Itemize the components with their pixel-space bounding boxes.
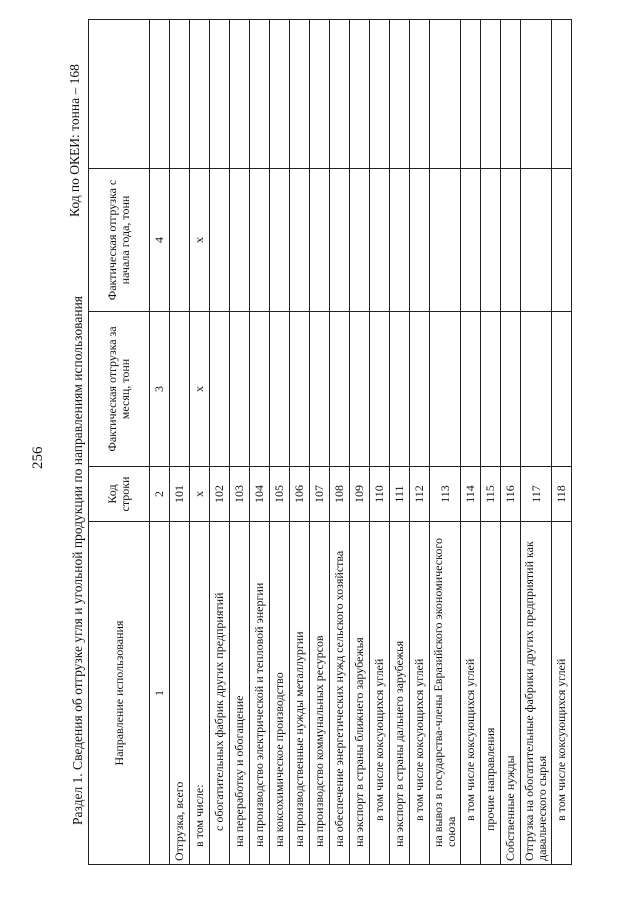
row-code: 101 [170, 467, 190, 522]
table-row [501, 20, 521, 865]
row-extra-cell [501, 20, 521, 169]
col-number-4: 4 [150, 169, 170, 312]
table-row [390, 20, 410, 865]
row-code: 104 [250, 467, 270, 522]
row-label: на коксохимическое производство [270, 522, 290, 865]
row-label: в том числе: [190, 522, 210, 865]
row-extra-cell [481, 20, 501, 169]
row-code: 112 [410, 467, 430, 522]
row-label: на вывоз в государства-члены Евразийского экономического союза [430, 522, 461, 865]
table-row [290, 20, 310, 865]
row-month-value [290, 312, 310, 467]
table-row [410, 20, 430, 865]
table-row [350, 20, 370, 865]
row-ytd-value [330, 169, 350, 312]
table-header-row [89, 20, 150, 865]
row-label: Отгрузка на обогатительные фабрики других предприятий как давальческого сырья [521, 522, 552, 865]
row-code: 106 [290, 467, 310, 522]
row-ytd-value [501, 169, 521, 312]
row-label: в том числе коксующихся углей [370, 522, 390, 865]
row-ytd-value [270, 169, 290, 312]
col-number-1: 1 [150, 522, 170, 865]
row-month-value [230, 312, 250, 467]
row-ytd-value [370, 169, 390, 312]
row-month-value [310, 312, 330, 467]
row-code: 113 [430, 467, 461, 522]
row-extra-cell [410, 20, 430, 169]
row-month-value [390, 312, 410, 467]
table-row [481, 20, 501, 865]
row-label: Собственные нужды [501, 522, 521, 865]
row-month-value [461, 312, 481, 467]
row-ytd-value [350, 169, 370, 312]
row-label: на переработку и обогащение [230, 522, 250, 865]
table-row [190, 20, 210, 865]
row-label: на производство электрической и тепловой энергии [250, 522, 270, 865]
okei-code: Код по ОКЕИ: тонна – 168 [67, 64, 82, 217]
row-month-value [481, 312, 501, 467]
row-label: в том числе коксующихся углей [461, 522, 481, 865]
section-title: Раздел 1. Сведения об отгрузке угля и угольной продукции по направлениям использования [70, 295, 85, 825]
row-code: 114 [461, 467, 481, 522]
row-label: на производство коммунальных ресурсов [310, 522, 330, 865]
row-extra-cell [290, 20, 310, 169]
col-number-3: 3 [150, 312, 170, 467]
row-code: 111 [390, 467, 410, 522]
row-extra-cell [270, 20, 290, 169]
row-extra-cell [350, 20, 370, 169]
row-extra-cell [330, 20, 350, 169]
row-code: 109 [350, 467, 370, 522]
row-code: 102 [210, 467, 230, 522]
row-extra-cell [210, 20, 230, 169]
row-extra-cell [390, 20, 410, 169]
row-month-value [330, 312, 350, 467]
row-extra-cell [310, 20, 330, 169]
row-ytd-value [170, 169, 190, 312]
row-month-value: х [190, 312, 210, 467]
row-month-value [250, 312, 270, 467]
row-extra-cell [250, 20, 270, 169]
row-extra-cell [552, 20, 572, 169]
row-label: с обогатительных фабрик других предприятий [210, 522, 230, 865]
row-label: Отгрузка, всего [170, 522, 190, 865]
row-month-value [370, 312, 390, 467]
row-ytd-value [250, 169, 270, 312]
page-number: 256 [30, 446, 46, 469]
shipment-table [88, 19, 572, 865]
row-ytd-value [430, 169, 461, 312]
header-direction: Направление использования [89, 522, 150, 865]
row-code: 116 [501, 467, 521, 522]
row-code: 118 [552, 467, 572, 522]
row-code: 117 [521, 467, 552, 522]
table-row [430, 20, 461, 865]
row-ytd-value [230, 169, 250, 312]
row-ytd-value [521, 169, 552, 312]
row-month-value [210, 312, 230, 467]
row-ytd-value [290, 169, 310, 312]
table-row [230, 20, 250, 865]
table-row [370, 20, 390, 865]
row-extra-cell [430, 20, 461, 169]
row-label: на экспорт в страны дальнего зарубежья [390, 522, 410, 865]
row-ytd-value [552, 169, 572, 312]
row-label: на экспорт в страны ближнего зарубежья [350, 522, 370, 865]
table-row [330, 20, 350, 865]
row-ytd-value [481, 169, 501, 312]
column-number-row [150, 20, 170, 865]
row-label: в том числе коксующихся углей [410, 522, 430, 865]
col-number-2: 2 [150, 467, 170, 522]
row-code: 110 [370, 467, 390, 522]
row-code: 115 [481, 467, 501, 522]
row-ytd-value: х [190, 169, 210, 312]
row-ytd-value [390, 169, 410, 312]
row-month-value [270, 312, 290, 467]
row-month-value [521, 312, 552, 467]
row-month-value [170, 312, 190, 467]
row-label: на обеспечение энергетических нужд сельского хозяйства [330, 522, 350, 865]
row-label: прочие направления [481, 522, 501, 865]
row-ytd-value [410, 169, 430, 312]
col-number-5 [150, 20, 170, 169]
row-code: 107 [310, 467, 330, 522]
header-ytd: Фактическая отгрузка с начала года, тонн [89, 169, 150, 312]
row-month-value [501, 312, 521, 467]
table-row [552, 20, 572, 865]
row-extra-cell [190, 20, 210, 169]
row-extra-cell [461, 20, 481, 169]
row-label: на производственные нужды металлургии [290, 522, 310, 865]
row-extra-cell [170, 20, 190, 169]
row-code: 108 [330, 467, 350, 522]
row-code: 105 [270, 467, 290, 522]
table-row [250, 20, 270, 865]
row-month-value [430, 312, 461, 467]
row-ytd-value [310, 169, 330, 312]
header-empty [89, 20, 150, 169]
row-month-value [350, 312, 370, 467]
table-row [170, 20, 190, 865]
row-code: х [190, 467, 210, 522]
row-extra-cell [370, 20, 390, 169]
header-month: Фактическая отгрузка за месяц, тонн [89, 312, 150, 467]
row-label: в том числе коксующихся углей [552, 522, 572, 865]
row-extra-cell [230, 20, 250, 169]
table-row [461, 20, 481, 865]
row-ytd-value [210, 169, 230, 312]
table-row [310, 20, 330, 865]
table-row [521, 20, 552, 865]
row-month-value [410, 312, 430, 467]
table-row [270, 20, 290, 865]
header-code: Код строки [89, 467, 150, 522]
row-ytd-value [461, 169, 481, 312]
row-month-value [552, 312, 572, 467]
row-code: 103 [230, 467, 250, 522]
table-row [210, 20, 230, 865]
row-extra-cell [521, 20, 552, 169]
